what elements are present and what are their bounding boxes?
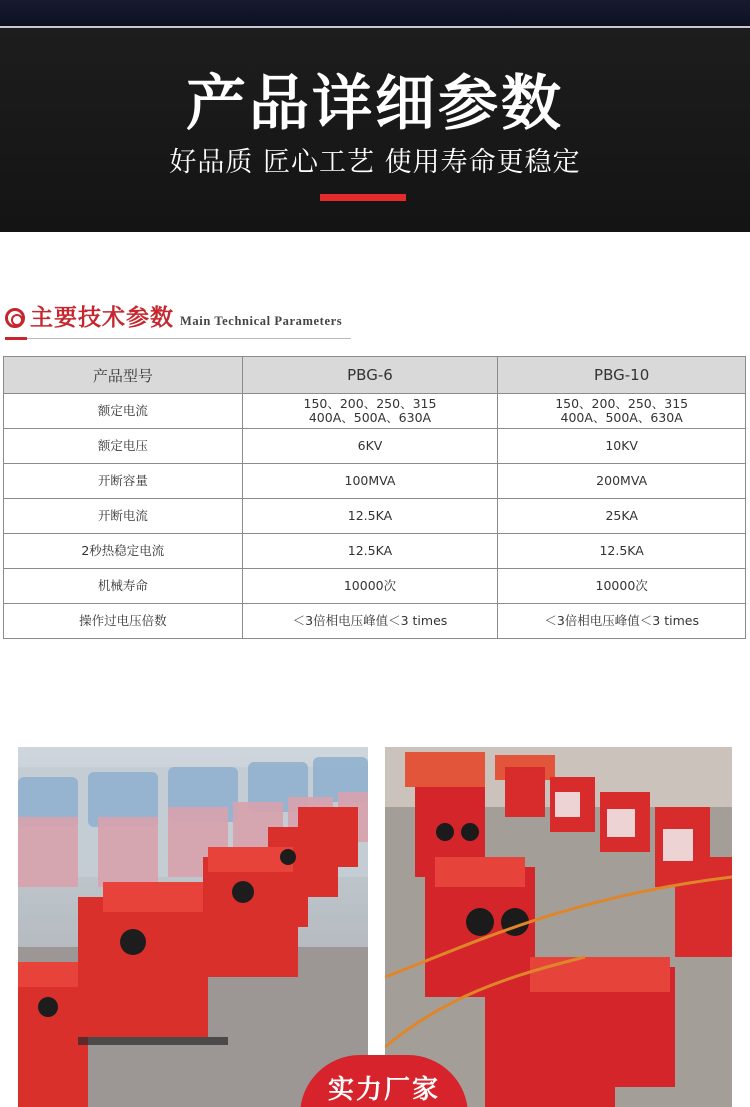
banner-accent-bar (320, 194, 406, 201)
table-cell: ＜3倍相电压峰值＜3 times (242, 604, 498, 639)
table-header-cell: 产品型号 (4, 357, 243, 394)
table-row (4, 534, 746, 569)
cell-line: 400A、500A、630A (308, 410, 432, 425)
table-cell: 6KV (242, 429, 498, 464)
table-cell: 25KA (498, 499, 746, 534)
table-cell: 10000次 (242, 569, 498, 604)
spec-table (3, 356, 746, 639)
section-title-en: Main Technical Parameters (180, 314, 343, 328)
table-row (4, 499, 746, 534)
table-cell: 12.5KA (498, 534, 746, 569)
table-cell: 10KV (498, 429, 746, 464)
cell-line: 150、200、250、315 (303, 396, 437, 411)
banner-subtitle: 好品质 匠心工艺 使用寿命更稳定 (169, 147, 581, 178)
table-row (4, 604, 746, 639)
row-label: 额定电压 (4, 429, 243, 464)
heading-underline (5, 338, 351, 339)
strength-badge (300, 1055, 468, 1107)
product-photo-right (385, 747, 732, 1107)
row-label: 2秒热稳定电流 (4, 534, 243, 569)
cell-line: 400A、500A、630A (560, 410, 683, 425)
table-row (4, 394, 746, 429)
table-cell: 12.5KA (242, 499, 498, 534)
cell-line: 150、200、250、315 (555, 396, 689, 411)
banner-title: 产品详细参数 (186, 69, 564, 139)
section-heading (5, 302, 745, 336)
row-label: 开断容量 (4, 464, 243, 499)
table-cell: 200MVA (498, 464, 746, 499)
circle-bullet-icon (5, 308, 25, 328)
table-row (4, 429, 746, 464)
table-cell: 10000次 (498, 569, 746, 604)
table-header-cell: PBG-10 (498, 357, 746, 394)
table-cell (242, 394, 498, 429)
row-label: 操作过电压倍数 (4, 604, 243, 639)
product-photo-left (18, 747, 368, 1107)
hero-banner (0, 28, 750, 232)
factory-photo-illustration (18, 747, 368, 1107)
table-cell: 12.5KA (242, 534, 498, 569)
table-header-cell: PBG-6 (242, 357, 498, 394)
top-strip (0, 0, 750, 28)
table-cell (498, 394, 746, 429)
table-cell: ＜3倍相电压峰值＜3 times (498, 604, 746, 639)
factory-photo-illustration (385, 747, 732, 1107)
table-cell: 100MVA (242, 464, 498, 499)
table-header-row (4, 357, 746, 394)
row-label: 额定电流 (4, 394, 243, 429)
row-label: 开断电流 (4, 499, 243, 534)
section-title-cn: 主要技术参数 (30, 304, 174, 331)
row-label: 机械寿命 (4, 569, 243, 604)
badge-label: 实力厂家 (327, 1075, 440, 1105)
table-row (4, 464, 746, 499)
table-row (4, 569, 746, 604)
